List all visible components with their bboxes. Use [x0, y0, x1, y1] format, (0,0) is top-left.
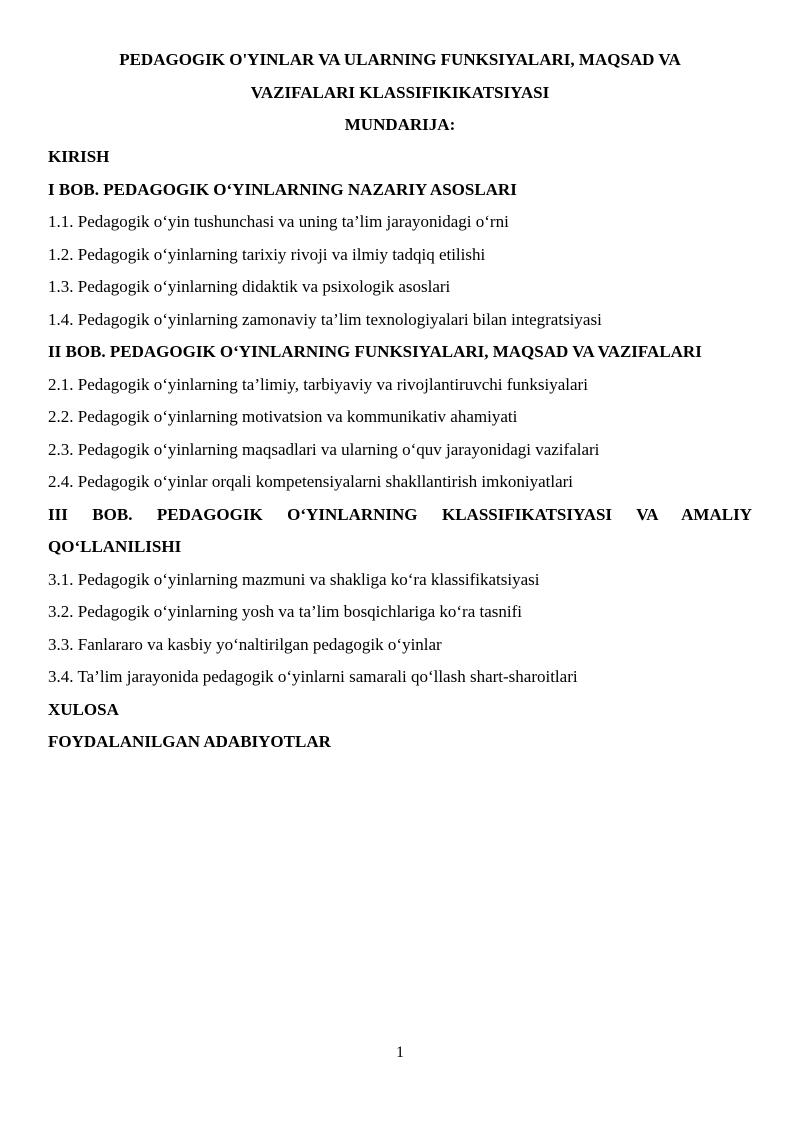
toc-item-1-1: 1.1. Pedagogik o‘yin tushunchasi va uning ta’lim jarayonidagi o‘rni — [48, 212, 509, 231]
toc-item-3-2: 3.2. Pedagogik o‘yinlarning yosh va ta’lim bosqichlariga ko‘ra tasnifi — [48, 602, 523, 621]
title-line-1: PEDAGOGIK O'YINLAR VA ULARNING FUNKSIYALARI, MAQSAD VA — [119, 50, 681, 69]
table-of-contents — [48, 141, 752, 759]
toc-item-3-4: 3.4. Ta’lim jarayonida pedagogik o‘yinlarni samarali qo‘llash shart-sharoitlari — [48, 667, 578, 686]
toc-item-1-4: 1.4. Pedagogik o‘yinlarning zamonaviy ta’lim texnologiyalari bilan integratsiyasi — [48, 309, 602, 329]
contents-heading: MUNDARIJA: — [344, 115, 456, 134]
toc-conclusion: XULOSA — [48, 699, 119, 719]
toc-item-2-4: 2.4. Pedagogik o‘yinlar orqali kompetensiyalarni shakllantirish imkoniyatlari — [48, 472, 573, 491]
toc-item-1-3: 1.3. Pedagogik o‘yinlarning didaktik va psixologik asoslari — [48, 277, 451, 296]
toc-item-3-1: 3.1. Pedagogik o‘yinlarning mazmuni va shakliga ko‘ra klassifikatsiyasi — [48, 569, 540, 589]
toc-references: FOYDALANILGAN ADABIYOTLAR — [48, 732, 331, 751]
document-title — [48, 44, 752, 142]
toc-item-3-3: 3.3. Fanlararo va kasbiy yo‘naltirilgan pedagogik o‘yinlar — [48, 634, 442, 654]
toc-chapter-3-heading: III BOB. PEDAGOGIK O‘YINLARNING KLASSIFIKATSIYASI VA AMALIY QO‘LLANILISHI — [48, 504, 752, 556]
page-number: 1 — [396, 1044, 404, 1061]
toc-item-2-3: 2.3. Pedagogik o‘yinlarning maqsadlari va ularning o‘quv jarayonidagi vazifalari — [48, 439, 600, 459]
toc-chapter-1-heading: I BOB. PEDAGOGIK O‘YINLARNING NAZARIY ASOSLARI — [48, 179, 517, 199]
toc-item-1-2: 1.2. Pedagogik o‘yinlarning tarixiy rivoji va ilmiy tadqiq etilishi — [48, 244, 486, 264]
toc-introduction: KIRISH — [48, 147, 110, 166]
title-line-2: VAZIFALARI KLASSIFIKIKATSIYASI — [250, 82, 550, 102]
toc-item-2-2: 2.2. Pedagogik o‘yinlarning motivatsion va kommunikativ ahamiyati — [48, 407, 518, 426]
toc-item-2-1: 2.1. Pedagogik o‘yinlarning ta’limiy, tarbiyaviy va rivojlantiruvchi funksiyalari — [48, 374, 588, 394]
toc-chapter-2-heading: II BOB. PEDAGOGIK O‘YINLARNING FUNKSIYALARI, MAQSAD VA VAZIFALARI — [48, 342, 702, 361]
